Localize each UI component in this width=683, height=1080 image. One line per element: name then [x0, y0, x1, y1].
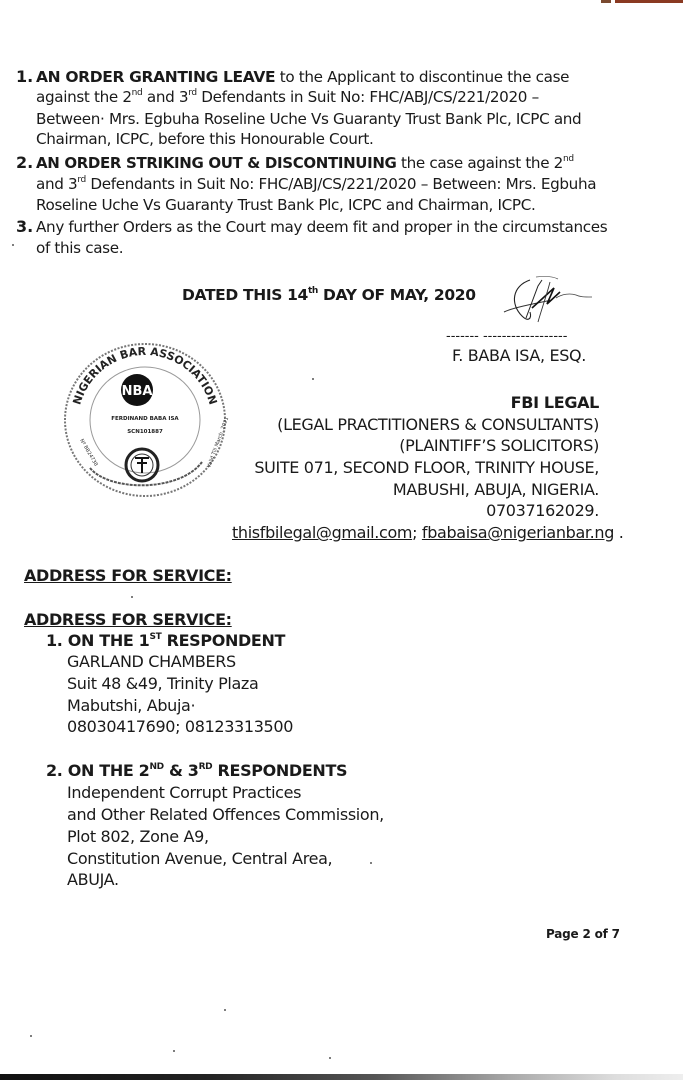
order-2-text: the case against the 2	[396, 154, 563, 172]
order-1-line-4: Chairman, ICPC, before this Honourable Court.	[36, 130, 374, 148]
email-link-2[interactable]: fbabaisa@nigerianbar.ng	[421, 523, 615, 542]
respondent-2-line: Plot 802, Zone A9,	[67, 827, 209, 846]
text: RESPONDENT	[161, 631, 286, 650]
signatory-name: F. BABA ISA, ESQ.	[452, 346, 587, 365]
total-pages: 7	[611, 927, 620, 941]
respondent-1-line: Suit 48 &49, Trinity Plaza	[67, 674, 259, 693]
text: ON THE 1	[67, 631, 150, 650]
firm-line-3: SUITE 071, SECOND FLOOR, TRINITY HOUSE,	[254, 458, 599, 477]
text: RESPONDENTS	[212, 761, 348, 780]
service-heading-2: ADDRESS FOR SERVICE:	[24, 610, 232, 629]
order-number: 3.	[16, 217, 34, 236]
respondent-2-line: ABUJA.	[67, 870, 119, 889]
scan-speck	[224, 1009, 226, 1011]
seal-nba-badge: NBA	[121, 384, 153, 399]
firm-line-1: (LEGAL PRACTITIONERS & CONSULTANTS)	[277, 415, 599, 434]
text: of	[590, 927, 612, 941]
firm-line-2: (PLAINTIFF’S SOLICITORS)	[399, 436, 599, 455]
scan-speck	[173, 1050, 175, 1052]
text: Page	[546, 927, 583, 941]
order-3-line-1: Any further Orders as the Court may deem fit and proper in the circumstances	[36, 218, 608, 236]
seal-right-text: Valid Till March, 2021	[206, 416, 230, 469]
superscript: RD	[198, 762, 213, 772]
respondent-1-title	[46, 632, 285, 650]
text: DAY OF MAY, 2020	[318, 286, 476, 304]
scan-speck	[329, 1057, 331, 1059]
order-2-line-2	[36, 175, 596, 193]
respondent-number: 1.	[46, 631, 63, 650]
scan-speck	[12, 244, 14, 246]
order-2-line-3: Roseline Uche Vs Guaranty Trust Bank Plc, ICPC and Chairman, ICPC.	[36, 196, 536, 214]
superscript: rd	[77, 175, 86, 185]
seal-holder-name: FERDINAND BABA ISA	[111, 416, 179, 422]
order-3-line-2: of this case.	[36, 239, 124, 257]
superscript: nd	[562, 154, 574, 164]
text: DATED THIS 14	[182, 286, 308, 304]
scan-speck	[131, 596, 133, 598]
respondent-1-line: GARLAND CHAMBERS	[67, 652, 236, 671]
respondent-2-line: Constitution Avenue, Central Area,	[67, 849, 333, 868]
order-2-heading: AN ORDER STRIKING OUT & DISCONTINUING	[36, 154, 397, 172]
order-number: 1.	[16, 67, 34, 86]
text: and 3	[36, 175, 78, 193]
firm-emails	[232, 524, 624, 542]
order-2-line-1	[36, 154, 574, 172]
dated-line	[182, 286, 476, 304]
superscript: ST	[149, 632, 162, 642]
order-1-line-1	[36, 68, 569, 86]
page-number	[546, 925, 620, 943]
text: & 3	[163, 761, 199, 780]
firm-phone: 07037162029.	[486, 501, 599, 520]
text: Defendants in Suit No: FHC/ABJ/CS/221/2020 – Between: Mrs. Egbuha	[85, 175, 597, 193]
respondent-2-line: and Other Related Offences Commission,	[67, 805, 384, 824]
scan-speck	[312, 378, 314, 380]
scan-edge-mark	[615, 0, 683, 3]
signature-dash-line: ------- ------------------	[446, 329, 568, 344]
current-page: 2	[582, 927, 591, 941]
order-1-line-2	[36, 88, 539, 106]
service-heading-1: ADDRESS FOR SERVICE:	[24, 566, 232, 585]
seal-scn: SCN101887	[127, 429, 163, 435]
text: and 3	[142, 88, 189, 106]
text: .	[614, 523, 624, 542]
firm-line-4: MABUSHI, ABUJA, NIGERIA.	[392, 480, 599, 499]
superscript: ND	[149, 762, 164, 772]
text: ON THE 2	[67, 761, 150, 780]
superscript: th	[307, 286, 318, 296]
order-1-heading: AN ORDER GRANTING LEAVE	[36, 68, 276, 86]
respondent-2-title	[46, 762, 347, 780]
seal-ring-text: NIGERIAN BAR ASSOCIATION	[70, 344, 220, 407]
scales-of-justice-icon	[135, 458, 149, 473]
firm-name: FBI LEGAL	[510, 393, 599, 412]
nba-seal-stamp	[60, 340, 230, 500]
email-link-1[interactable]: thisfbilegal@gmail.com	[232, 523, 413, 542]
order-1-text: to the Applicant to discontinue the case	[275, 68, 570, 86]
respondent-1-phone: 08030417690; 08123313500	[67, 717, 294, 736]
superscript: rd	[188, 88, 197, 98]
text: against the 2	[36, 88, 132, 106]
superscript: nd	[131, 88, 143, 98]
text: Defendants in Suit No: FHC/ABJ/CS/221/2020 –	[196, 88, 539, 106]
respondent-number: 2.	[46, 761, 63, 780]
order-1-line-3: Between· Mrs. Egbuha Roseline Uche Vs Guaranty Trust Bank Plc, ICPC and	[36, 110, 582, 128]
respondent-2-line: Independent Corrupt Practices	[67, 783, 302, 802]
scan-speck	[30, 1035, 32, 1037]
respondent-1-line: Mabutshi, Abuja·	[67, 696, 196, 715]
scan-speck	[370, 862, 372, 864]
seal-left-text: Nº BB24738	[78, 438, 99, 468]
scan-bottom-edge	[0, 1074, 683, 1080]
text: ;	[412, 523, 422, 542]
handwritten-signature	[492, 276, 602, 326]
order-number: 2.	[16, 153, 34, 172]
